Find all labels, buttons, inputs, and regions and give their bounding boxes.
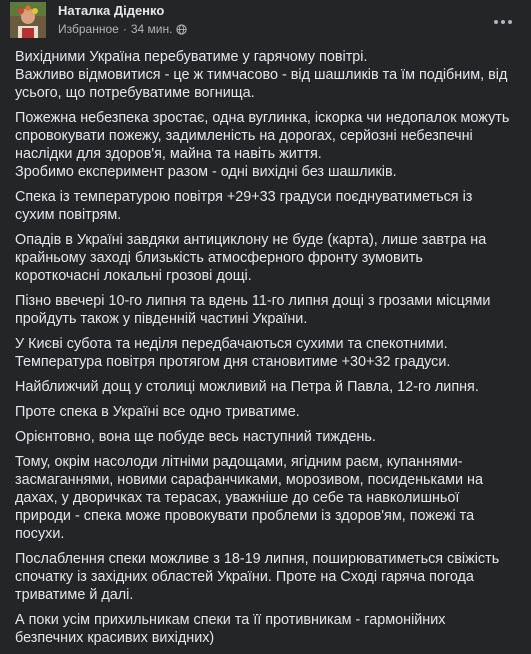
- author-avatar[interactable]: [10, 2, 46, 38]
- post-paragraph: А поки усім прихильникам спеки та її противникам - гармонійних безпечних красивих вихідних): [15, 612, 446, 646]
- post-paragraph: Найближчий дощ у столиці можливий на Петра й Павла, 12-го липня.: [15, 379, 479, 395]
- post-paragraph: Тому, окрім насолоди літніми радощами, ягідним раєм, купаннями-засмаганнями, новими сарафанчиками, морозивом, посиденьками на дахах, у дворичках та терасах, уважніше до себе та навколишньої природи - спека може провокувати проблеми із здоров'ям, пожежі та посухи.: [15, 454, 484, 542]
- post-meta: [58, 22, 187, 36]
- post-body: [15, 48, 511, 654]
- post-paragraph: У Києві субота та неділя передбачаються сухими та спекотними. Температура повітря протягом дня становитиме +30+32 градуси.: [15, 336, 451, 370]
- post-paragraph: Опадів в Україні завдяки антициклону не буде (карта), лише завтра на крайньому заході близькість атмосферного фронту зумовить короткочасні локальні грозові дощі.: [15, 232, 487, 284]
- globe-icon: [176, 24, 187, 35]
- post-paragraph: Орієнтовно, вона ще побуде весь наступний тиждень.: [15, 429, 376, 445]
- author-name[interactable]: Наталка Діденко: [58, 3, 165, 18]
- more-options-icon[interactable]: [491, 10, 515, 34]
- post-paragraph: Пізно ввечері 10-го липня та вдень 11-го липня дощі з грозами місцями пройдуть також у південній частині України.: [15, 293, 491, 327]
- post-timestamp[interactable]: 34 мин.: [130, 22, 173, 36]
- post-header: [0, 0, 531, 44]
- post-paragraph: Проте спека в Україні все одно триватиме.: [15, 404, 300, 420]
- post-paragraph: Спека із температурою повітря +29+33 градуси поєднуватиметься із сухим повітрям.: [15, 189, 473, 223]
- post-paragraph: Послаблення спеки можливе з 18-19 липня, поширюватиметься свіжість спочатку із західних областей України. Проте на Сході гаряча погода триватиме й далі.: [15, 551, 500, 603]
- post-paragraph: Пожежна небезпека зростає, одна вуглинка, іскорка чи недопалок можуть спровокувати пожежу, задимленість на дорогах, серйозні небезпечні наслідки для здоров'я, майна та навіть життя. Зробимо експеримент разом - одні вихідні без шашликів.: [15, 110, 510, 180]
- post-paragraph: Вихідними Україна перебуватиме у гарячому повітрі. Важливо відмовитися - це ж тимчасово - від шашликів та їм подібним, від усього, що потребуватиме вогнища.: [15, 49, 508, 101]
- audience-label[interactable]: Избранное: [58, 22, 119, 36]
- meta-separator: ·: [122, 22, 127, 36]
